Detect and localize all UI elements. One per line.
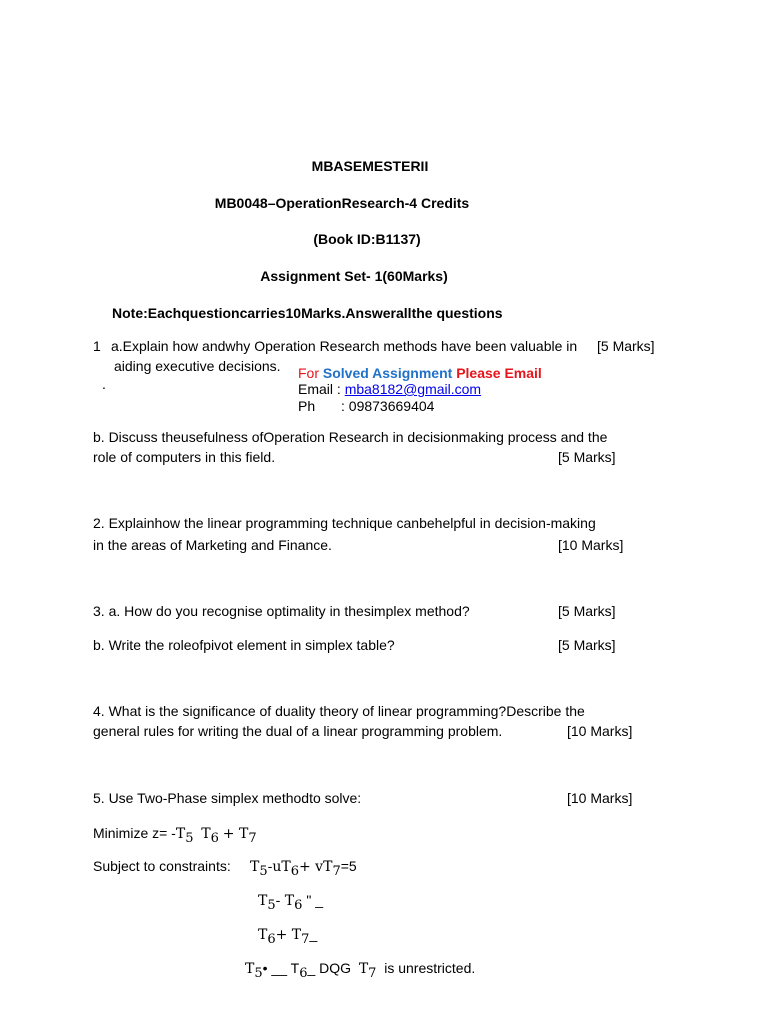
sub-7: 7 <box>248 831 257 846</box>
c3-mid: + T <box>275 927 302 943</box>
c1-mid: -uT <box>267 859 291 875</box>
promo-line <box>298 365 542 381</box>
phone-label: Ph <box>298 398 316 414</box>
c4-dqg: _ DQG <box>307 960 352 976</box>
email-label: Email : <box>298 381 341 397</box>
c2-sub-6: 6 <box>294 898 303 913</box>
c1-sub-6: 6 <box>290 864 299 879</box>
c2-end: " _ <box>306 892 323 908</box>
c3-end: _ <box>309 926 318 942</box>
course-title: MB0048–OperationResearch-4 Credits <box>214 195 470 211</box>
sub-6: 6 <box>210 831 219 846</box>
q1b-line1: b. Discuss theusefulness ofOperation Research in decisionmaking process and the <box>93 429 608 445</box>
c4-var-t5: T <box>245 961 255 977</box>
c4-sub-5: 5 <box>254 966 263 981</box>
c2-sub-5: 5 <box>267 898 276 913</box>
c2-var-t5: T <box>258 893 268 909</box>
var-t6: T <box>201 826 211 842</box>
c1-end: =5 <box>340 858 357 874</box>
c4-sub-6: 6 <box>299 966 308 981</box>
constraint-4 <box>245 960 476 981</box>
q1-number: 1 <box>93 338 101 354</box>
sub-5: 5 <box>185 831 194 846</box>
c4-end: is unrestricted. <box>384 960 476 976</box>
q1a-line1: a.Explain how andwhy Operation Research methods have been valuable in <box>111 338 578 354</box>
q2-line2: in the areas of Marketing and Finance. <box>93 537 332 553</box>
book-id: (Book ID:B1137) <box>313 231 421 247</box>
c1-sub-5: 5 <box>259 864 268 879</box>
c4-mid: • __ T <box>262 960 300 976</box>
q2-marks: [10 Marks] <box>558 537 624 553</box>
objective-function <box>93 825 257 846</box>
c4-sub-7: 7 <box>368 966 377 981</box>
q5-text: 5. Use Two-Phase simplex methodto solve: <box>93 790 362 806</box>
stray-dot: . <box>102 376 106 392</box>
promo-please-email: Please Email <box>456 365 542 381</box>
c1-sub-7: 7 <box>332 864 341 879</box>
constraint-2 <box>258 892 323 913</box>
var-t7: + T <box>222 826 249 842</box>
promo-solved: Solved Assignment <box>322 365 453 381</box>
c2-mid: - T <box>275 893 295 909</box>
q4-marks: [10 Marks] <box>567 723 633 739</box>
q3a-text: 3. a. How do you recognise optimality in thesimplex method? <box>93 603 470 619</box>
var-t5: T <box>175 826 186 842</box>
q3b-marks: [5 Marks] <box>558 637 616 653</box>
q4-line1: 4. What is the significance of duality theory of linear programming?Describe the <box>93 703 585 719</box>
q1a-marks: [5 Marks] <box>597 338 655 354</box>
c1-var-t5: T <box>250 859 260 875</box>
email-line <box>298 381 481 397</box>
email-link[interactable]: mba8182@gmail.com <box>344 381 482 397</box>
promo-for: For <box>298 365 319 381</box>
q3b-text: b. Write the roleofpivot element in simplex table? <box>93 637 395 653</box>
q3a-marks: [5 Marks] <box>558 603 616 619</box>
minimize-label: Minimize z= - <box>93 825 176 841</box>
c3-sub-7: 7 <box>301 932 310 947</box>
c3-sub-6: 6 <box>267 932 276 947</box>
c1-plus: + vT <box>299 859 333 875</box>
q2-line1: 2. Explainhow the linear programming technique canbehelpful in decision-making <box>93 515 596 531</box>
phone-value: : 09873669404 <box>341 398 435 414</box>
subject-label: Subject to constraints: <box>93 858 231 874</box>
q1a-line2: aiding executive decisions. <box>114 358 281 374</box>
constraint-3 <box>258 926 318 947</box>
q4-line2: general rules for writing the dual of a linear programming problem. <box>93 723 503 739</box>
assignment-title: Assignment Set- 1(60Marks) <box>260 268 448 284</box>
q1b-marks: [5 Marks] <box>558 449 616 465</box>
note-text: Note:Eachquestioncarries10Marks.Answerallthe questions <box>112 305 503 321</box>
c4-var-t7: T <box>358 961 369 977</box>
q5-marks: [10 Marks] <box>567 790 633 806</box>
c3-var-t6: T <box>258 927 268 943</box>
constraint-1 <box>250 858 357 879</box>
semester-title: MBASEMESTERII <box>311 158 429 174</box>
q1b-line2: role of computers in this field. <box>93 449 276 465</box>
